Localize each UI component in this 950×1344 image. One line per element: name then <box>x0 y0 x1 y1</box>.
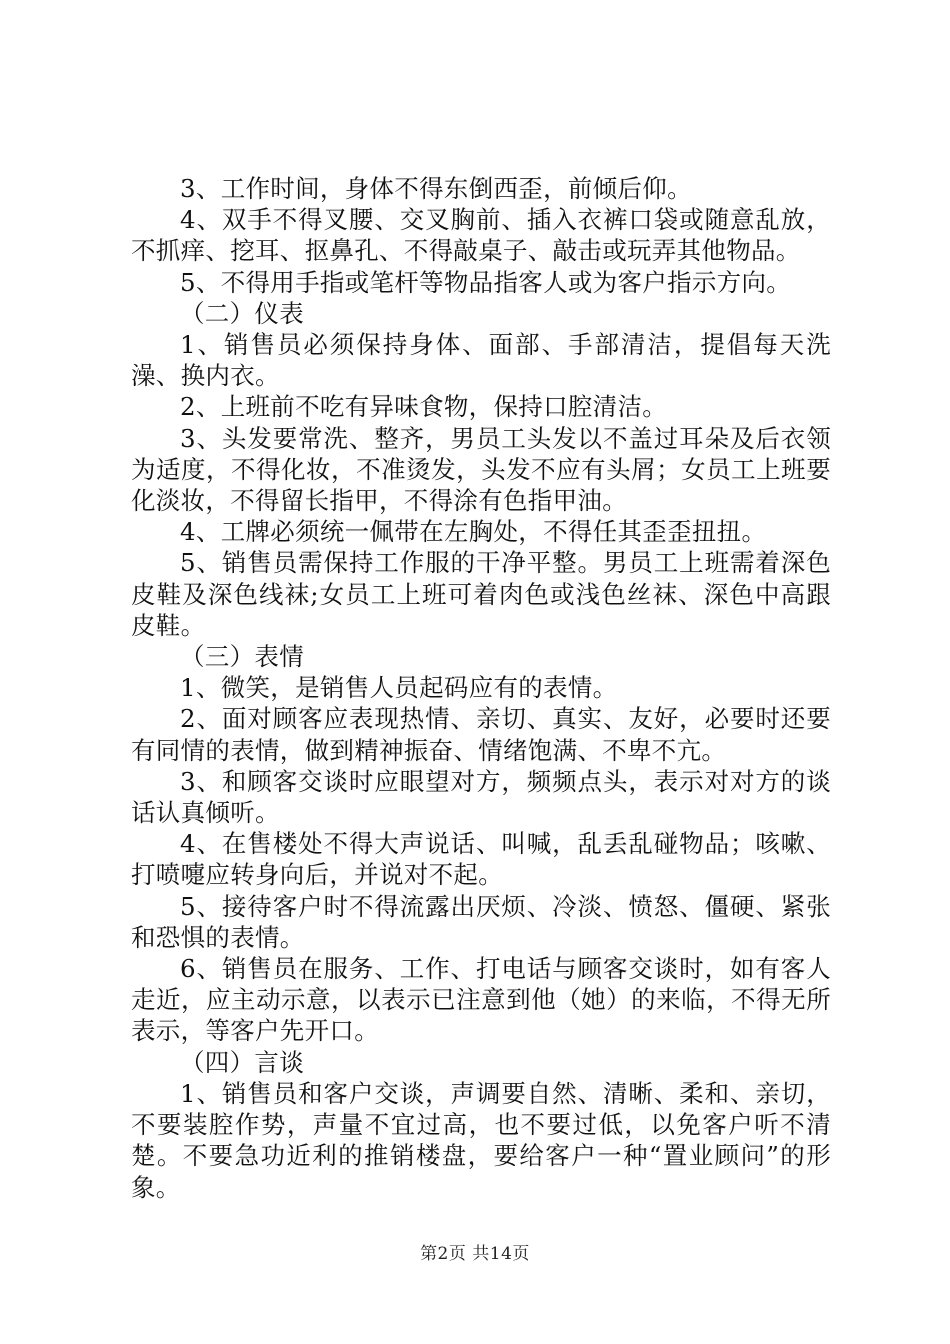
paragraph: 5、不得用手指或笔杆等物品指客人或为客户指示方向。 <box>180 267 792 297</box>
paragraph: 3、工作时间，身体不得东倒西歪，前倾后仰。 <box>180 174 692 203</box>
section-heading-expression: （三）表情 <box>180 642 304 672</box>
paragraph: 1、销售员和客户交谈，声调要自然、清晰、柔和、亲切，不要装腔作势，声量不宜过高，也不要过低，以免客户听不清楚。不要急功近利的推销楼盘，要给客户一种“置业顾问”的形象。 <box>131 1078 831 1202</box>
paragraph: 3、头发要常洗、整齐，男员工头发以不盖过耳朵及后衣领为适度，不得化妆，不准烫发，头发不应有头屑；女员工上班要化淡妆，不得留长指甲，不得涂有色指甲油。 <box>131 423 831 516</box>
page-footer: 第2页 共14页 <box>420 1244 530 1264</box>
paragraph: 6、销售员在服务、工作、打电话与顾客交谈时，如有客人走近，应主动示意，以表示已注意到他（她）的来临，不得无所表示，等客户先开口。 <box>131 954 831 1046</box>
paragraph: 5、销售员需保持工作服的干净平整。男员工上班需着深色皮鞋及深色线袜;女员工上班可着肉色或浅色丝袜、深色中高跟皮鞋。 <box>131 548 831 640</box>
paragraph: 4、工牌必须统一佩带在左胸处，不得任其歪歪扭扭。 <box>180 517 767 547</box>
section-heading-speech: （四）言谈 <box>180 1047 304 1077</box>
document-body <box>131 173 831 1203</box>
paragraph: 1、销售员必须保持身体、面部、手部清洁，提倡每天洗澡、换内衣。 <box>131 330 831 391</box>
section-heading-appearance: （二）仪表 <box>180 298 304 328</box>
paragraph: 5、接待客户时不得流露出厌烦、冷淡、愤怒、僵硬、紧张和恐惧的表情。 <box>131 891 831 952</box>
paragraph: 2、面对顾客应表现热情、亲切、真实、友好，必要时还要有同情的表情，做到精神振奋、情绪饱满、不卑不亢。 <box>131 704 831 765</box>
paragraph: 2、上班前不吃有异味食物，保持口腔清洁。 <box>180 392 668 422</box>
paragraph: 4、双手不得叉腰、交叉胸前、插入衣裤口袋或随意乱放，不抓痒、挖耳、抠鼻孔、不得敲桌子、敲击或玩弄其他物品。 <box>131 205 831 266</box>
paragraph: 4、在售楼处不得大声说话、叫喊，乱丢乱碰物品；咳嗽、打喷嚏应转身向后，并说对不起。 <box>131 829 831 890</box>
paragraph: 3、和顾客交谈时应眼望对方，频频点头，表示对对方的谈话认真倾听。 <box>131 766 831 828</box>
paragraph: 1、微笑，是销售人员起码应有的表情。 <box>180 673 618 703</box>
